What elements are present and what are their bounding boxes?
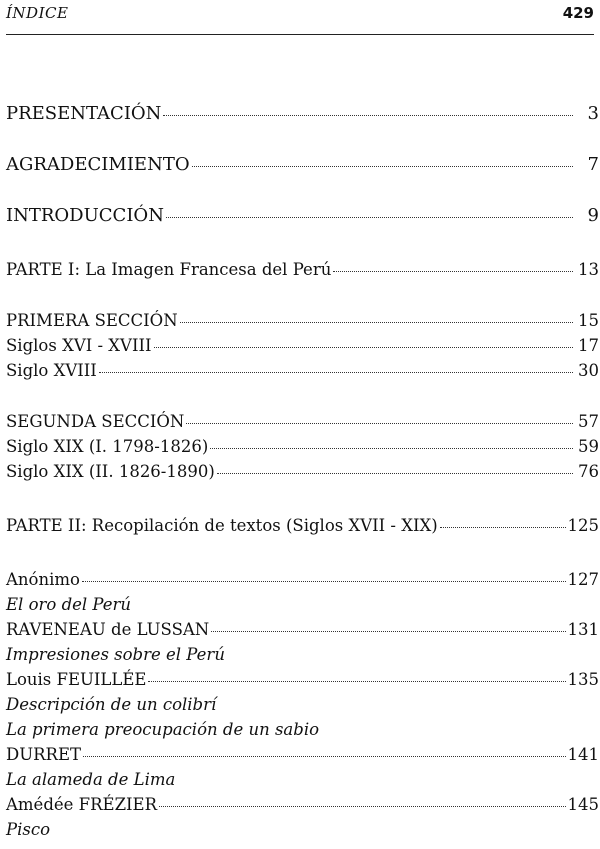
toc-entry-title: INTRODUCCIÓN [6, 205, 164, 226]
toc-entry-title: Anónimo [6, 570, 80, 589]
toc-subtitle: Descripción de un colibrí [6, 695, 217, 714]
toc-entry-title: Louis FEUILLÉE [6, 670, 147, 689]
running-title: ÍNDICE [6, 4, 69, 22]
toc-subtitle: Impresiones sobre el Perú [6, 645, 225, 664]
dot-leader [159, 806, 565, 807]
toc-entry-raveneau-de-lussan[interactable] [6, 620, 599, 640]
toc-entry-parte-i[interactable] [6, 260, 599, 280]
toc-entry-page: 127 [567, 570, 599, 589]
dot-leader [333, 271, 573, 272]
toc-entry-durret[interactable] [6, 745, 599, 765]
toc-entry-page: 7 [587, 154, 599, 175]
dot-leader [192, 166, 573, 167]
toc-entry-title: Siglo XIX (II. 1826-1890) [6, 462, 215, 481]
toc-entry-presentacion[interactable] [6, 104, 599, 124]
toc-entry-page: 135 [567, 670, 599, 689]
dot-leader [82, 581, 566, 582]
toc-entry-primera-seccion[interactable] [6, 311, 599, 331]
toc-entry-segunda-seccion[interactable] [6, 412, 599, 432]
dot-leader [186, 423, 573, 424]
toc-entry-page: 76 [578, 462, 599, 481]
toc-entry-anonimo[interactable] [6, 570, 599, 590]
dot-leader [217, 473, 573, 474]
toc-entry-amedee-frezier[interactable] [6, 795, 599, 815]
toc-entry-title: Amédée FRÉZIER [6, 795, 158, 814]
dot-leader [180, 322, 573, 323]
toc-entry-title: PARTE II: Recopilación de textos (Siglos XVII - XIX) [6, 516, 438, 535]
toc-entry-siglo-xviii[interactable] [6, 361, 599, 381]
dot-leader [210, 448, 573, 449]
toc-entry-title: Siglos XVI - XVIII [6, 336, 152, 355]
toc-entry-page: 9 [587, 205, 599, 226]
dot-leader [440, 527, 566, 528]
toc-entry-title: SEGUNDA SECCIÓN [6, 412, 185, 431]
toc-entry-siglo-xix-i[interactable] [6, 437, 599, 457]
toc-entry-title: PARTE I: La Imagen Francesa del Perú [6, 260, 332, 279]
toc-entry-title: Siglo XVIII [6, 361, 97, 380]
toc-subtitle: Pisco [6, 820, 51, 839]
toc-entry-title: RAVENEAU de LUSSAN [6, 620, 210, 639]
running-header [6, 0, 594, 35]
toc-entry-page: 145 [567, 795, 599, 814]
toc-entry-title: PRIMERA SECCIÓN [6, 311, 178, 330]
dot-leader [148, 681, 565, 682]
toc-entry-page: 13 [578, 260, 599, 279]
toc-entry-louis-feuillee[interactable] [6, 670, 599, 690]
toc-entry-title: Siglo XIX (I. 1798-1826) [6, 437, 209, 456]
toc-entry-agradecimiento[interactable] [6, 155, 599, 175]
toc-entry-title: AGRADECIMIENTO [6, 154, 190, 175]
dot-leader [99, 372, 573, 373]
toc-entry-siglo-xix-ii[interactable] [6, 462, 599, 482]
toc-entry-page: 131 [567, 620, 599, 639]
toc-entry-page: 30 [578, 361, 599, 380]
dot-leader [166, 217, 573, 218]
dot-leader [83, 756, 565, 757]
toc-entry-page: 57 [578, 412, 599, 431]
dot-leader [154, 347, 573, 348]
toc-entry-title: DURRET [6, 745, 82, 764]
toc-entry-page: 125 [567, 516, 599, 535]
dot-leader [211, 631, 565, 632]
toc-entry-parte-ii[interactable] [6, 516, 599, 536]
toc-entry-page: 15 [578, 311, 599, 330]
toc-subtitle: El oro del Perú [6, 595, 132, 614]
toc-entry-page: 59 [578, 437, 599, 456]
toc-entry-page: 141 [567, 745, 599, 764]
toc-entry-siglos-xvi-xviii[interactable] [6, 336, 599, 356]
toc-entry-introduccion[interactable] [6, 206, 599, 226]
toc-subtitle: La alameda de Lima [6, 770, 176, 789]
toc-entry-page: 17 [578, 336, 599, 355]
page-number: 429 [562, 4, 594, 22]
toc-entry-page: 3 [587, 103, 599, 124]
toc-entry-title: PRESENTACIÓN [6, 103, 162, 124]
toc-subtitle: La primera preocupación de un sabio [6, 720, 320, 739]
dot-leader [163, 115, 573, 116]
